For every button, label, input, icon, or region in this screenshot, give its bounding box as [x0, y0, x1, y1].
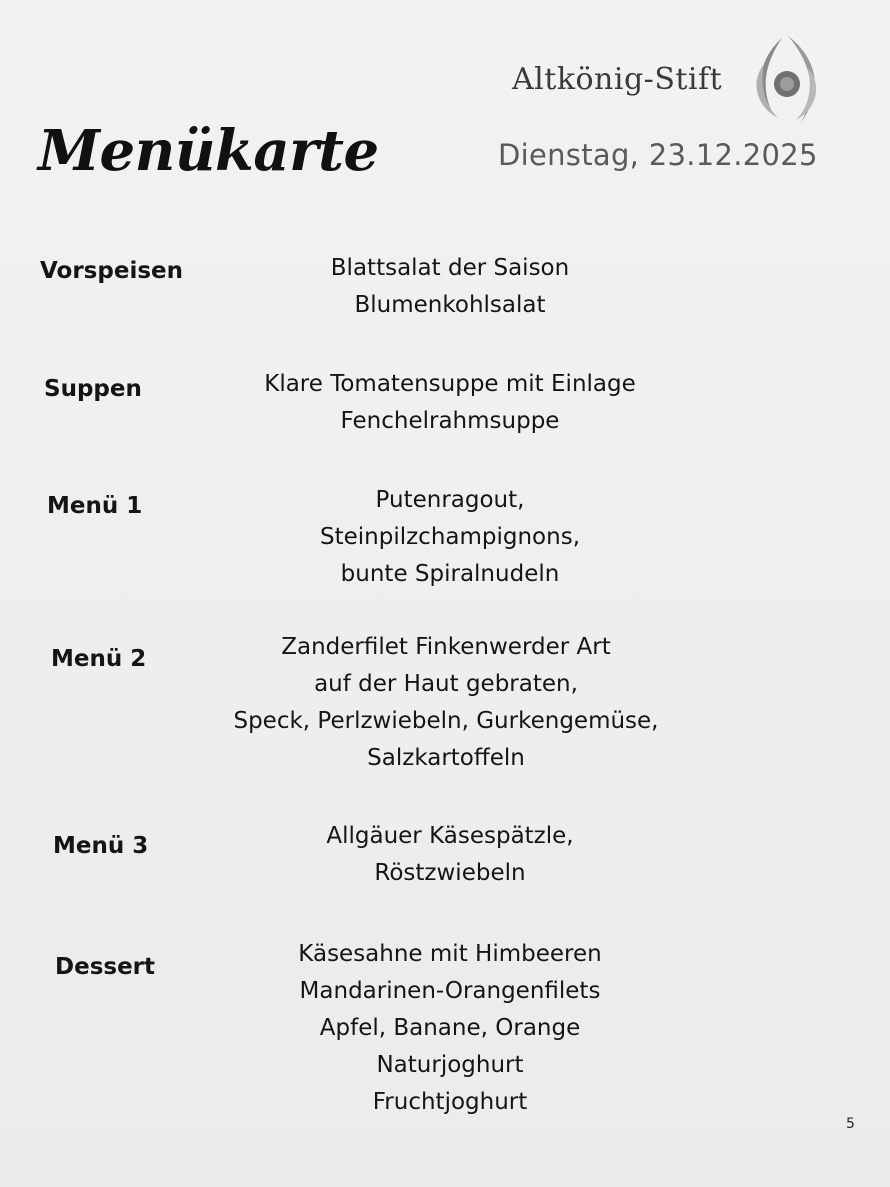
course-dishes-dessert	[200, 936, 700, 1121]
dish-item: Blumenkohlsalat	[354, 292, 546, 318]
dish-item: Fenchelrahmsuppe	[340, 408, 560, 434]
dish-item: Fruchtjoghurt	[372, 1089, 528, 1115]
course-dishes-menu-3	[200, 818, 700, 892]
dish-item: Röstzwiebeln	[374, 860, 526, 886]
dish-item: Klare Tomatensuppe mit Einlage	[264, 371, 636, 397]
dish-item: Allgäuer Käsespätzle,	[326, 823, 574, 849]
dish-item: Mandarinen-Orangenfilets	[299, 978, 601, 1004]
dish-item: Salzkartoffeln	[367, 745, 525, 771]
dish-item: Zanderfilet Finkenwerder Art	[281, 634, 611, 660]
dish-item: Putenragout,	[375, 487, 525, 513]
dish-item: Käsesahne mit Himbeeren	[298, 941, 602, 967]
menu-date: Dienstag, 23.12.2025	[498, 138, 818, 172]
dish-item: auf der Haut gebraten,	[314, 671, 578, 697]
course-dishes-menu-2	[196, 629, 696, 777]
course-dishes-vorspeisen	[200, 250, 700, 324]
course-label-menu-3: Menü 3	[53, 833, 149, 859]
course-dishes-suppen	[200, 366, 700, 440]
course-label-vorspeisen: Vorspeisen	[40, 258, 183, 284]
course-label-menu-2: Menü 2	[51, 646, 147, 672]
page-number: 5	[846, 1116, 855, 1132]
brand-name: Altkönig-Stift	[512, 62, 723, 97]
dish-item: Steinpilzchampignons,	[319, 524, 581, 550]
dish-item: Naturjoghurt	[376, 1052, 524, 1078]
dish-item: bunte Spiralnudeln	[340, 561, 560, 587]
page-title: Menükarte	[38, 118, 379, 184]
altkoenig-stift-logo-icon	[742, 34, 832, 130]
course-dishes-menu-1	[200, 482, 700, 593]
course-label-suppen: Suppen	[44, 376, 142, 402]
course-label-menu-1: Menü 1	[47, 493, 143, 519]
dish-item: Apfel, Banane, Orange	[319, 1015, 581, 1041]
dish-item: Speck, Perlzwiebeln, Gurkengemüse,	[233, 708, 659, 734]
course-label-dessert: Dessert	[55, 954, 156, 980]
dish-item: Blattsalat der Saison	[330, 255, 570, 281]
